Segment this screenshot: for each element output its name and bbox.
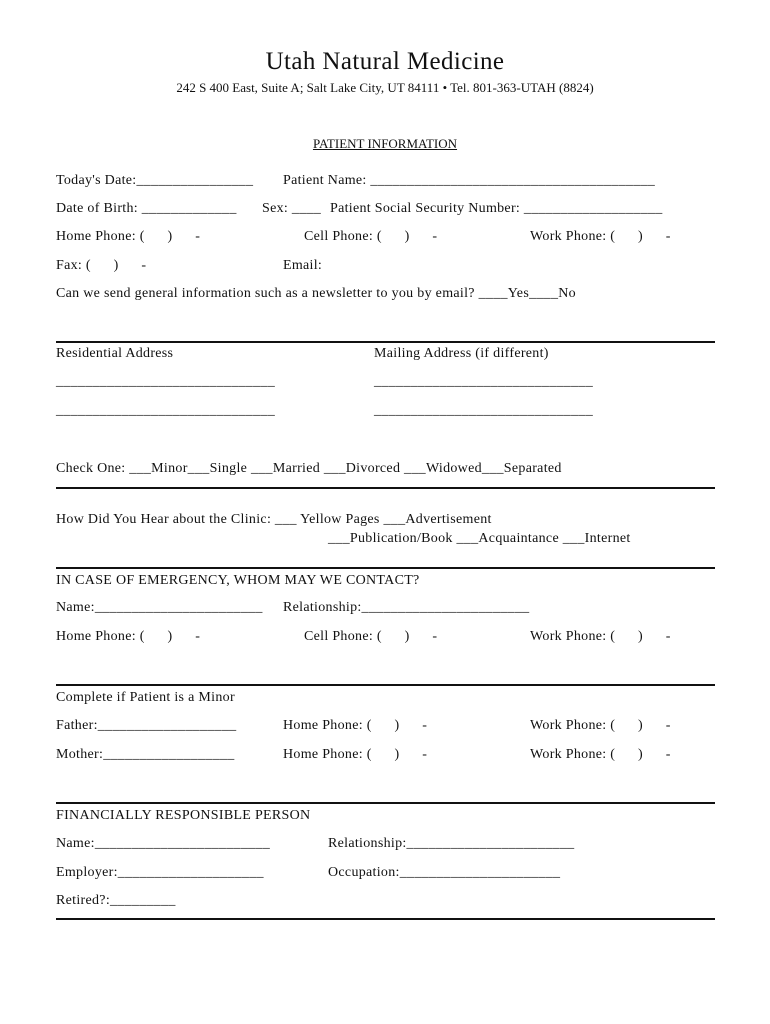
section-title: PATIENT INFORMATION: [312, 136, 458, 151]
cell-phone-field[interactable]: Cell Phone: ( ) -: [304, 229, 438, 244]
mother-work-phone-field[interactable]: Work Phone: ( ) -: [530, 747, 671, 762]
divider: [56, 918, 715, 920]
marital-status-options[interactable]: Check One: ___Minor___Single ___Married ___Divorced ___Widowed___Separated: [56, 461, 562, 476]
emergency-heading: IN CASE OF EMERGENCY, WHOM MAY WE CONTACT?: [56, 573, 420, 588]
home-phone-field[interactable]: Home Phone: ( ) -: [56, 229, 201, 244]
clinic-address: 242 S 400 East, Suite A; Salt Lake City, UT 84111 • Tel. 801-363-UTAH (8824): [176, 80, 594, 95]
mailing-address-line-2[interactable]: ______________________________: [374, 403, 593, 418]
emergency-home-phone-field[interactable]: Home Phone: ( ) -: [56, 629, 201, 644]
divider: [56, 567, 715, 569]
residential-address-line-2[interactable]: ______________________________: [56, 403, 275, 418]
mailing-address-line-1[interactable]: ______________________________: [374, 374, 593, 389]
newsletter-question[interactable]: Can we send general information such as a newsletter to you by email? ____Yes____No: [56, 286, 576, 301]
mother-home-phone-field[interactable]: Home Phone: ( ) -: [283, 747, 428, 762]
financial-name-field[interactable]: Name:________________________: [56, 836, 271, 851]
occupation-field[interactable]: Occupation:______________________: [328, 865, 561, 880]
father-work-phone-field[interactable]: Work Phone: ( ) -: [530, 718, 671, 733]
sex-field[interactable]: Sex: ____: [262, 201, 322, 216]
emergency-relationship-field[interactable]: Relationship:_______________________: [283, 600, 530, 615]
fax-field[interactable]: Fax: ( ) -: [56, 258, 147, 273]
work-phone-field[interactable]: Work Phone: ( ) -: [530, 229, 671, 244]
email-field[interactable]: Email:: [283, 258, 323, 273]
mother-field[interactable]: Mother:__________________: [56, 747, 235, 762]
referral-options[interactable]: ___Publication/Book ___Acquaintance ___Internet: [328, 531, 631, 546]
divider: [56, 802, 715, 804]
financial-relationship-field[interactable]: Relationship:_______________________: [328, 836, 575, 851]
employer-field[interactable]: Employer:____________________: [56, 865, 264, 880]
todays-date-field[interactable]: Today's Date:________________: [56, 173, 254, 188]
emergency-cell-phone-field[interactable]: Cell Phone: ( ) -: [304, 629, 438, 644]
divider: [56, 487, 715, 489]
referral-question[interactable]: How Did You Hear about the Clinic: ___ Yellow Pages ___Advertisement: [56, 512, 492, 527]
dob-field[interactable]: Date of Birth: _____________: [56, 201, 237, 216]
emergency-work-phone-field[interactable]: Work Phone: ( ) -: [530, 629, 671, 644]
patient-name-field[interactable]: Patient Name: _______________________________________: [283, 173, 656, 188]
emergency-name-field[interactable]: Name:_______________________: [56, 600, 263, 615]
financial-heading: FINANCIALLY RESPONSIBLE PERSON: [56, 808, 311, 823]
ssn-field[interactable]: Patient Social Security Number: ___________________: [330, 201, 663, 216]
clinic-title: Utah Natural Medicine: [265, 48, 505, 75]
mailing-address-label: Mailing Address (if different): [374, 346, 549, 361]
retired-field[interactable]: Retired?:_________: [56, 893, 176, 908]
minor-heading: Complete if Patient is a Minor: [56, 690, 235, 705]
divider: [56, 684, 715, 686]
residential-address-line-1[interactable]: ______________________________: [56, 374, 275, 389]
father-field[interactable]: Father:___________________: [56, 718, 237, 733]
residential-address-label: Residential Address: [56, 346, 174, 361]
divider: [56, 341, 715, 343]
father-home-phone-field[interactable]: Home Phone: ( ) -: [283, 718, 428, 733]
